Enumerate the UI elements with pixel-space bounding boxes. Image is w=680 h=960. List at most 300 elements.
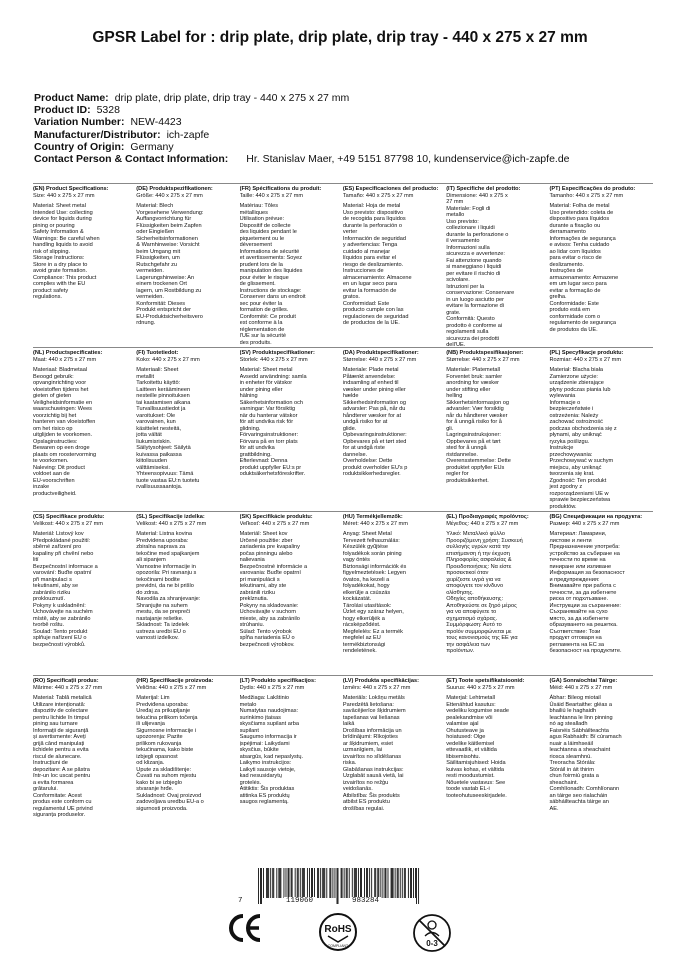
spec-line: Utilizare intenționată: (33, 701, 86, 708)
barcode-bar (367, 868, 368, 898)
spec-line: previdni, da ne bi prišlo (136, 583, 194, 589)
spec-line: óvatos, ha kezeli a (342, 576, 390, 583)
barcode-bar (388, 868, 389, 898)
barcode-bar (300, 868, 301, 898)
barcode-bar (323, 868, 324, 898)
spec-line: Tárolási utasítások: (342, 602, 392, 609)
spec-line: Información de seguridad (342, 235, 407, 242)
spec-line: pour éviter le risque (239, 274, 289, 281)
info-value: NEW-4423 (130, 116, 182, 129)
spec-line: for å unngå risiko for å (446, 419, 502, 425)
spec-line: Predvidena uporaba: (136, 537, 189, 544)
spec-cell (549, 514, 652, 674)
spec-line: Flüssigkeiten beim Zapfen (136, 222, 202, 229)
barcode-digit-1: 7 (238, 897, 243, 905)
spec-heading: (EL) Προδιαγραφές προϊόντος: (446, 514, 529, 520)
barcode-bar (415, 868, 416, 898)
spec-line: do zdrsa. (136, 589, 160, 596)
spec-line: течности, за да избегнете (549, 589, 617, 596)
spec-line: tuote vastaa EU:n tuotetu (136, 477, 200, 484)
spec-line: Overensstemmelse: Dette (446, 458, 511, 464)
spec-line: Zgodność: Ten produkt (549, 477, 607, 484)
spec-line: pining sau turnare (33, 721, 78, 727)
barcode-bar (338, 868, 339, 904)
spec-line: Μέγεθος: 440 x 275 x 27 mm (446, 520, 519, 527)
spec-line: hoiatused: Olge (446, 734, 486, 740)
spec-line: 27 mm (446, 199, 464, 205)
spec-line: dell'UE. (446, 342, 466, 346)
spec-line: przechowywania: (549, 451, 593, 458)
spec-cell (240, 186, 343, 346)
spec-line: opozorila: Pri ravnanju s (136, 570, 197, 576)
spec-line: skysčiams supilant arba (239, 721, 299, 727)
spec-line: evitar a formação de (549, 287, 601, 294)
spec-line: durante a fixação ou (549, 222, 601, 229)
spec-line: tooteohutuseeskirjadele. (446, 792, 507, 799)
spec-line: Przechowywać w suchym (549, 458, 614, 464)
spec-line: uzmanīgiem, lai (342, 747, 383, 753)
spec-line: Uređaj za prikupljanje (136, 708, 191, 714)
spec-line: Veľkosť: 440 x 275 x 27 mm (239, 520, 310, 527)
spec-line: Съхранявайте на сухо (549, 609, 608, 615)
spec-line: Lagerungshinweise: An (136, 274, 195, 281)
spec-line: nesteille pinnoituksen (136, 393, 190, 399)
spec-line: място, за да избегнете (549, 615, 609, 622)
spec-line: nó ag stealladh (549, 721, 588, 727)
spec-heading: (CS) Specifikace produktu: (33, 514, 105, 520)
spec-line: Materiale: Platemetall (446, 367, 500, 373)
spec-line: væsker under pining eller (342, 386, 406, 393)
spec-line: skysčius, būkite (239, 747, 279, 753)
spec-line: Instructions de stockage: (239, 287, 302, 294)
barcode-bar (361, 868, 362, 898)
spec-line: Velikost: 440 x 275 x 27 mm (33, 520, 103, 527)
spec-line: gratos. (342, 294, 360, 300)
barcode-bar (369, 868, 370, 898)
barcode-bar (289, 868, 290, 898)
spec-band (33, 347, 653, 510)
spec-line: Pokyny k uskladnění: (33, 602, 86, 609)
spec-line: Förvaringsinstruktioner: (239, 432, 299, 438)
barcode-bar (410, 868, 411, 898)
spec-line: Konformität: Dieses (136, 300, 186, 307)
spec-line: bezpečnosti výrobkov. (239, 641, 295, 648)
spec-line: Suurus: 440 x 275 x 27 mm (446, 684, 515, 691)
spec-line: spĺňa nariadenia EÚ o (239, 635, 295, 641)
spec-line: Uso pretendido: coleta de (549, 209, 614, 216)
info-row (34, 92, 674, 104)
spec-line: Αποθηκεύστε σε ξηρό μέρος (446, 602, 517, 609)
barcode-bar (378, 868, 379, 898)
spec-line: grotelės. (239, 779, 262, 786)
spec-line: vloeistoffen tijdens het (33, 386, 89, 393)
spec-line: almacenamiento: Almacene (342, 274, 412, 281)
spec-line: rendeletének. (342, 648, 377, 654)
barcode-bar (416, 868, 417, 904)
spec-line: Storage Instructions: (33, 255, 85, 261)
spec-line: varningar: Var försiktig (239, 406, 296, 412)
info-value: Germany (130, 140, 174, 153)
spec-line: Informations de sécurité (239, 248, 300, 255)
spec-line: gieten of gieten (33, 393, 72, 399)
spec-line: nastajanje rešetke. (136, 615, 184, 622)
spec-line: upozorenja: Pazite (136, 734, 183, 740)
spec-line: il versamento (446, 238, 480, 244)
spec-line: in enheter för vätskor (239, 380, 293, 386)
spec-line: Istruzioni per la (446, 283, 485, 290)
spec-cell (343, 514, 446, 674)
spec-cell (33, 678, 136, 838)
spec-line: prodotto è conforme ai (446, 322, 503, 329)
spec-line: för att undvika risk för (239, 419, 294, 425)
spec-line: rdnung. (136, 320, 156, 326)
spec-line: Instrukcje (549, 445, 574, 451)
spec-line: zabránili riziku (239, 589, 276, 596)
spec-line: Tamaño: 440 x 275 x 27 mm (342, 192, 414, 199)
spec-line: ristdannelse. (446, 451, 478, 458)
barcode-bar (318, 868, 319, 898)
barcode-bar (411, 868, 412, 898)
spec-line: & Warnhinweise: Vorsicht (136, 242, 200, 248)
spec-line: tekočine med spajkanjem (136, 550, 200, 557)
spec-line: grelha. (549, 294, 567, 300)
spec-line: Efterlevnad: Denna (239, 458, 288, 464)
spec-line: Tarkoitettu käyttö: (136, 380, 181, 386)
spec-line: Megfelelés: Ez a termék (342, 628, 403, 635)
spec-line: bhailiú le haghaidh (549, 708, 597, 714)
spec-line: splňuje nařízení EU o (33, 635, 87, 641)
spec-line: Lagringsinstruksjoner: (446, 432, 501, 438)
barcode-bar (402, 868, 403, 898)
spec-line: Materjal: Lehtmetall (446, 695, 495, 701)
info-value: Hr. Stanislav Maer, +49 5151 87798 10, kundenservice@ich-zapfe.de (246, 153, 570, 166)
barcode-bar (418, 868, 419, 904)
info-row (34, 129, 674, 141)
spec-band (33, 183, 653, 346)
spec-line: Produkt entspricht der (136, 307, 192, 313)
info-label: Country of Origin: (34, 140, 125, 153)
spec-line: επισήμανση ή την έκχυση (446, 550, 510, 557)
spec-line: Съответствие: Този (549, 628, 601, 635)
spec-line: varnosti izdelkov. (136, 635, 179, 641)
spec-line: folyadékok során pining (342, 550, 402, 557)
spec-line: de recogida para líquidos (342, 216, 406, 222)
barcode-bar (330, 868, 331, 898)
spec-line: produktet oppfyller EUs (446, 464, 505, 471)
spec-line: armazenamento: Armazene (549, 274, 619, 281)
spec-line: įspėjimai: Laikydami (239, 740, 290, 747)
spec-line: για να αποφύγετε το (446, 609, 497, 615)
spec-line: produkt uppfyller EU:s pr (239, 464, 302, 471)
spec-line: Инструкции за съхранение: (549, 602, 621, 609)
spec-line: zbiralna naprava za (136, 544, 186, 550)
spec-cell (343, 350, 446, 510)
spec-line: tekutinami, aby ste (239, 583, 287, 589)
spec-line: Conserver dans un endroit (239, 294, 306, 300)
spec-line: Material: Sheet metal (33, 203, 86, 209)
spec-line: för att undvika (239, 445, 275, 451)
barcode-bar (260, 868, 261, 904)
barcode-bar (371, 868, 372, 898)
spec-line: ολίσθησης. (446, 589, 474, 596)
spec-line: προϊόν συμμορφώνεται με (446, 628, 512, 635)
spec-line: valamise ajal (446, 721, 479, 727)
spec-line: hanteren van vloeistoffen (33, 419, 96, 425)
barcode-bar (322, 868, 323, 898)
spec-cell (549, 186, 652, 346)
spec-heading: (RO) Specificații produs: (33, 678, 99, 684)
barcode-bar (298, 868, 299, 898)
spec-line: Auffangvorrichtung für (136, 216, 192, 222)
spec-line: Materiál: Listový kov (33, 531, 84, 537)
spec-line: rvallisuussaantoja. (136, 484, 183, 490)
spec-line: mestu, da se prepreči (136, 609, 191, 615)
spec-line: płyny podczas piania lub (549, 386, 611, 393)
specifications-grid (33, 183, 653, 839)
spec-line: advarsler: Vær forsiktig (446, 406, 504, 412)
spec-line: kapaliny při chvění nebo (33, 550, 94, 557)
spec-heading: (EN) Product Specifications: (33, 186, 109, 192)
spec-line: Säkerhetsinformation och (239, 399, 304, 406)
spec-line: saugos reglamentą. (239, 799, 289, 805)
barcode-bar (337, 868, 338, 904)
spec-line: varovainen, kun (136, 419, 176, 425)
spec-line: voldoet aan de (33, 471, 70, 477)
spec-cell (240, 678, 343, 838)
spec-line: Úsáid Beartaithe: gléas a (549, 701, 612, 708)
spec-line: Yhteensopivuus: Tämä (136, 471, 194, 477)
spec-heading: (GA) Sonraíochtaí Táirge: (549, 678, 618, 684)
spec-line: Größe: 440 x 275 x 27 mm (136, 192, 203, 199)
spec-line: Material: Sheet metal (239, 367, 293, 373)
barcode-bar (279, 868, 280, 898)
spec-line: Store in a dry place to (33, 261, 88, 268)
spec-heading: (HU) Termékjellemzők: (342, 514, 403, 520)
spec-line: Glabāšanas instrukcijas: (342, 766, 404, 773)
barcode-bar (386, 868, 387, 898)
spec-heading: (DA) Produktspecifikationer: (342, 350, 419, 356)
spec-line: dispositivo para líquidos (549, 216, 610, 222)
spec-line: under pining eller (239, 386, 283, 393)
spec-line: produktsikkerhet. (446, 477, 489, 484)
spec-line: Varnostne informacije in (136, 563, 196, 570)
spec-line: tworzenia się krat. (549, 471, 595, 477)
spec-line: podczas obchodzenia się z (549, 425, 617, 432)
spec-line: evitare la formazione di (446, 303, 505, 309)
spec-line: gli. (446, 425, 454, 432)
spec-line: metalo (239, 701, 257, 708)
barcode (258, 868, 420, 908)
spec-line: chun foirmiú grata a (549, 773, 599, 779)
spec-band (33, 511, 653, 674)
spec-line: Velikost: 440 x 275 x 27 mm (136, 520, 207, 527)
spec-cell (343, 186, 446, 346)
spec-line: Faisnéis Sábháilteachta (549, 727, 609, 734)
barcode-bar (304, 868, 305, 898)
spec-line: einem trockenen Ort (136, 281, 187, 287)
spec-line: drošības regulai. (342, 805, 385, 812)
compliance-icons (0, 912, 680, 952)
spec-line: Mărime: 440 x 275 x 27 mm (33, 684, 103, 691)
spec-line: Conformidad: Este (342, 300, 390, 307)
spec-line: varoitukset: Ole (136, 412, 176, 419)
barcode-bar (352, 868, 353, 898)
spec-line: miejscu, aby uniknąć (549, 464, 602, 471)
barcode-bar (267, 868, 268, 898)
spec-line: preklznutia. (239, 596, 269, 602)
spec-line: zariadenia pre kvapaliny (239, 544, 300, 550)
spec-line: пиниране или изливане (549, 563, 612, 570)
spec-line: Informações de segurança (549, 235, 616, 242)
spec-line: surinkimo įtaisas (239, 714, 281, 721)
spec-line: Sikkerhetsinformasjon og (446, 399, 509, 406)
spec-line: déversement (239, 242, 272, 248)
spec-line: formation de grilles. (239, 307, 289, 313)
spec-line: inzake (33, 484, 50, 490)
age-label: 0-3 (426, 939, 438, 948)
spec-line: Προοριζόμενη χρήση: Συσκευή (446, 537, 523, 544)
spec-line: Instrucciones de (342, 268, 384, 274)
spec-line: oder Eingießen (136, 229, 175, 235)
spec-line: Fai attenzione quando (446, 257, 502, 264)
spec-line: piquetement ou le (239, 235, 285, 242)
spec-line: Sukladnost: Ovaj proizvod (136, 792, 202, 799)
spec-line: nuair a láimhseáil (549, 740, 594, 747)
spec-line: in un luogo asciutto per (446, 296, 505, 303)
spec-cell (446, 350, 549, 510)
barcode-bar (346, 868, 347, 898)
barcode-bar (366, 868, 367, 898)
spec-line: Uso previsto: (446, 218, 479, 225)
spec-line: figyelmeztetések: Legyen (342, 570, 407, 576)
spec-line: Paredzētā lietošana: (342, 701, 394, 708)
spec-line: siguranța produselor. (33, 812, 86, 818)
spec-line: Numatytas naudojimas: (239, 708, 299, 714)
spec-line: Warnings: Be careful when (33, 235, 100, 242)
spec-cell (240, 350, 343, 510)
spec-line: Material: Hoja de metal (342, 203, 401, 209)
spec-line: pentru lichide în timpul (33, 714, 89, 721)
spec-line: Shranjujte na suhem (136, 602, 188, 609)
barcode-bar (393, 868, 394, 898)
spec-line: Atitiktis: Šis produktas (239, 786, 295, 792)
spec-line: avoid grate formation. (33, 268, 88, 274)
spec-line: Upute za skladištenje: (136, 766, 192, 773)
spec-line: Üzlet egy száraz helyen, (342, 609, 404, 615)
spec-line: producto cumple con las (342, 307, 404, 313)
spec-line: sigurnosti proizvoda. (136, 805, 188, 812)
info-label: Product Name: (34, 92, 109, 104)
spec-line: vedeliku kogumise seade (446, 708, 509, 714)
spec-line: under stifting eller (446, 386, 491, 393)
spec-line: Informacje o (549, 399, 581, 406)
spec-line: Forventet bruk: samler (446, 373, 503, 380)
spec-line: sábháilteachta táirge an (549, 799, 609, 805)
rohs-compliant-icon (318, 912, 358, 952)
spec-line: regler for (446, 471, 469, 477)
spec-line: Säilytysohjeet: Säilytä (136, 445, 191, 451)
barcode-bar (311, 868, 312, 898)
spec-line: zachować ostrożność (549, 419, 603, 425)
spec-line: листове и ленти (549, 537, 592, 544)
spec-line: tai kaatamisen aikana (136, 399, 191, 406)
spec-line: glide. (342, 425, 357, 432)
spec-line: Laikyti sausoje vietoje, (239, 766, 296, 773)
spec-line: vermeiden. (136, 268, 164, 274)
info-row (34, 153, 674, 165)
spec-line: Navodila za shranjevanje: (136, 596, 201, 602)
spec-line: Förvara på en torr plats (239, 438, 298, 445)
spec-line: grate. (446, 309, 461, 316)
spec-line: riesgo de deslizamiento. (342, 261, 404, 268)
spec-line: grătarului. (33, 786, 58, 792)
spec-heading: (DE) Produktspezifikationen: (136, 186, 213, 192)
spec-line: Materiale: Plade metal (342, 367, 399, 373)
spec-heading: (LT) Produkto specifikacijos: (239, 678, 316, 684)
spec-line: Sikkerhedsinformation og (342, 399, 407, 406)
spec-line: beim Umgang mit (136, 248, 181, 255)
spec-line: strúhaniu. (239, 622, 265, 628)
spec-line: płynami, aby uniknąć (549, 432, 602, 438)
spec-line: de produtos da UE. (549, 326, 598, 333)
spec-line: Πληροφορίες ασφαλείας & (446, 557, 512, 563)
spec-line: Materijal: Lim (136, 695, 170, 701)
spec-line: Opbevares på et tørt sted (342, 438, 407, 445)
spec-line: Flüssigkeiten, um (136, 255, 180, 261)
spec-line: folyadékokat, hogy (342, 583, 390, 589)
spec-line: tekućinama, kako biste (136, 747, 194, 753)
spec-line: Laikymo instrukcijos: (239, 760, 292, 766)
spec-line: προσεκτικοί όταν (446, 570, 489, 576)
barcode-bar (404, 868, 405, 898)
spec-line: mieste, aby sa zabránilo (239, 615, 300, 622)
spec-line: líquidos para evitar el (342, 255, 397, 261)
spec-line: Laitteen keräämineen (136, 386, 191, 393)
spec-line: l'UE sur la sécurité (239, 333, 287, 339)
spec-line: Uzglabāt sausā vietā, lai (342, 773, 404, 779)
spec-line: Maat: 440 x 275 x 27 mm (33, 356, 97, 363)
barcode-bar (356, 868, 357, 898)
spec-line: complies with the EU (33, 281, 86, 287)
spec-line: ili ulijevanja (136, 721, 165, 727)
spec-line: helling (446, 393, 463, 399)
spec-line: Tervezett felhasználás: (342, 537, 400, 544)
spec-line: te voorkomen. (33, 458, 69, 464)
spec-line: kuivas kohas, et vältida (446, 766, 505, 773)
spec-line: Súlad: Tento výrobok (239, 628, 292, 635)
barcode-group-1: 119060 (286, 897, 314, 905)
spec-line: Προειδοποιήσεις: Να είστε (446, 563, 512, 570)
spec-line: durante la perforazione o (446, 231, 509, 238)
spec-line: Bezpečnostní informace a (33, 563, 98, 570)
barcode-bar (295, 868, 296, 898)
spec-cell (33, 350, 136, 510)
spec-line: undgå risiko for at (342, 419, 388, 425)
spec-heading: (BG) Спецификации на продукта: (549, 514, 643, 520)
spec-line: indsamling af enhed til (342, 380, 399, 386)
barcode-bar (374, 868, 375, 898)
spec-line: Uchovávajte v suchom (239, 609, 296, 615)
age-0-3-warning-icon (410, 912, 454, 956)
spec-line: atbilst ES produktu (342, 799, 390, 805)
spec-line: om het risico op (33, 425, 73, 432)
barcode-bar (395, 868, 396, 898)
barcode-bar (344, 868, 345, 898)
spec-line: Medžiaga: Lakštinio (239, 695, 290, 701)
spec-line: käsittelet nesteitä, (136, 425, 182, 432)
spec-line: laikā (342, 721, 355, 727)
spec-line: Informazioni sulla (446, 244, 490, 251)
